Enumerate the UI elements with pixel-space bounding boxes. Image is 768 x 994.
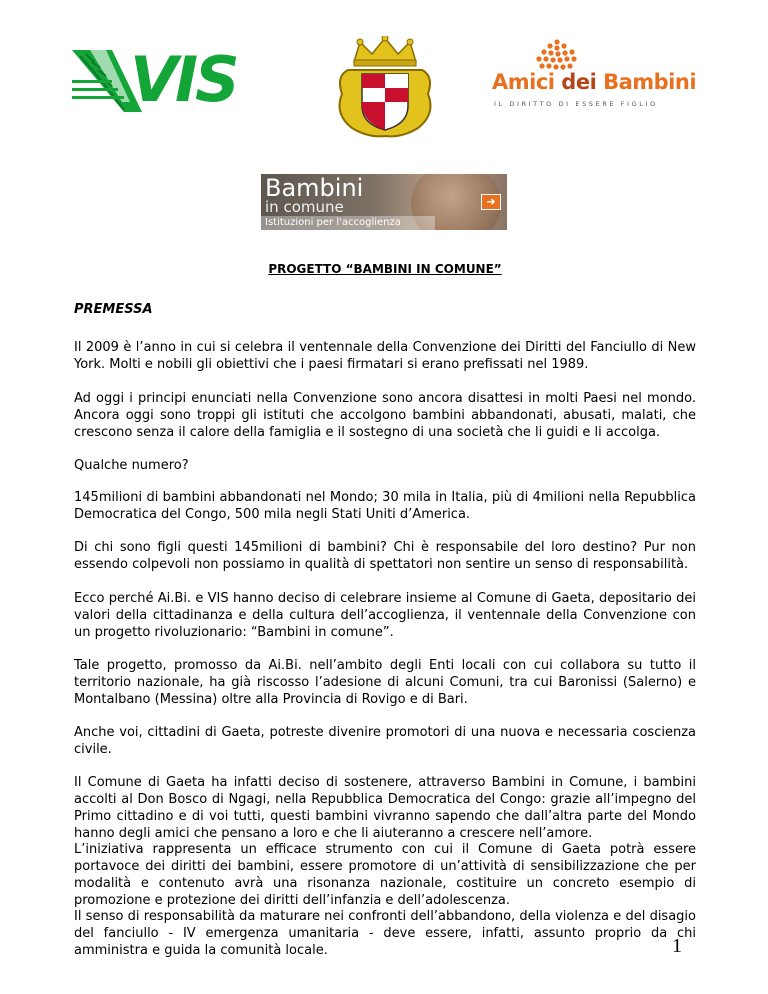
paragraph: L’iniziativa rappresenta un efficace strumento con cui il Comune di Gaeta potrà essere portavoce dei diritti dei bambini, essere promotore di un’attività di sensibilizzazione che per modalità e contenuto avrà una risonanza nazionale, costituire un concreto esempio di promozione e protezione dei diritti dell’infanzia e dell’adolescenza. xyxy=(74,842,696,908)
banner-line-3: Istituzioni per l'accoglienza xyxy=(261,216,435,230)
paragraph: 145milioni di bambini abbandonati nel Mondo; 30 mila in Italia, più di 4milioni nella Repubblica Democratica del Congo, 500 mila negli Stati Uniti d’America. xyxy=(74,490,696,522)
logo-row xyxy=(0,30,768,140)
paragraph: Di chi sono figli questi 145milioni di bambini? Chi è responsabile del loro destino? Pur non essendo colpevoli non possiamo in qualità di spettatori non sentire un senso di responsabilità. xyxy=(74,540,696,572)
paragraph: Anche voi, cittadini di Gaeta, potreste divenire promotori di una nuova e necessaria coscienza civile. xyxy=(74,725,696,757)
paragraph: Il 2009 è l’anno in cui si celebra il ventennale della Convenzione dei Diritti del Fanciullo di New York. Molti e nobili gli obiettivi che i paesi firmatari si erano prefissati nel 1989. xyxy=(74,340,696,372)
paragraph: Ad oggi i principi enunciati nella Convenzione sono ancora disattesi in molti Paesi nel mondo. Ancora oggi sono troppi gli istituti che accolgono bambini abbandonati, abusati, malati, che crescono senza il calore della famiglia e il sostegno di una società che li guidi e li accolga. xyxy=(74,391,696,440)
amici-dei-bambini-logo xyxy=(492,38,706,128)
paragraph: Tale progetto, promosso da Ai.Bi. nell’ambito degli Enti locali con cui collabora su tutto il territorio nazionale, ha già riscosso l’adesione di alcuni Comuni, tra cui Baronissi (Salerno) e Montalbano (Messina) oltre alla Provincia di Rovigo e di Bari. xyxy=(74,658,696,707)
vis-wordmark: VIS xyxy=(130,43,237,116)
paragraph: Il senso di responsabilità da maturare nei confronti dell’abbandono, della violenza e del disagio del fanciullo - IV emergenza umanitaria - deve essere, infatti, assunto proprio da chi amministra e guida la comunità locale. xyxy=(74,909,696,958)
banner-line-1: Bambini xyxy=(265,174,364,202)
adb-word-dei: dei xyxy=(554,70,604,94)
section-heading: PREMESSA xyxy=(74,302,153,317)
bambini-in-comune-banner[interactable] xyxy=(261,174,507,230)
adb-word-amici: Amici xyxy=(492,70,555,94)
paragraph: Qualche numero? xyxy=(74,458,189,473)
banner-line-2: in comune xyxy=(265,198,344,216)
paragraph: Il Comune di Gaeta ha infatti deciso di sostenere, attraverso Bambini in Comune, i bambini accolti al Don Bosco di Ngagi, nella Repubblica Democratica del Congo: grazie all’impegno del Primo cittadino e di voi tutti, questi bambini vivranno sapendo che dall’altra parte del Mondo hanno degli amici che pensano a loro e che li aiuteranno a crescere nell’amore. xyxy=(74,775,696,841)
adb-word-bambini: Bambini xyxy=(603,70,697,94)
document-title: PROGETTO “BAMBINI IN COMUNE” xyxy=(268,262,502,276)
adb-wordmark xyxy=(492,70,696,94)
page-number: 1 xyxy=(672,935,682,957)
arrow-right-icon[interactable]: ➜ xyxy=(481,194,501,210)
adb-tagline: IL DIRITTO DI ESSERE FIGLIO xyxy=(494,100,658,108)
coat-of-arms xyxy=(330,36,440,140)
paragraph: Ecco perché Ai.Bi. e VIS hanno deciso di celebrare insieme al Comune di Gaeta, depositario dei valori della cittadinanza e della cultura dell’accoglienza, il ventennale della Convenzione con un progetto rivoluzionario: “Bambini in comune”. xyxy=(74,591,696,640)
vis-logo xyxy=(72,40,244,122)
dots-tree-icon xyxy=(512,38,602,72)
